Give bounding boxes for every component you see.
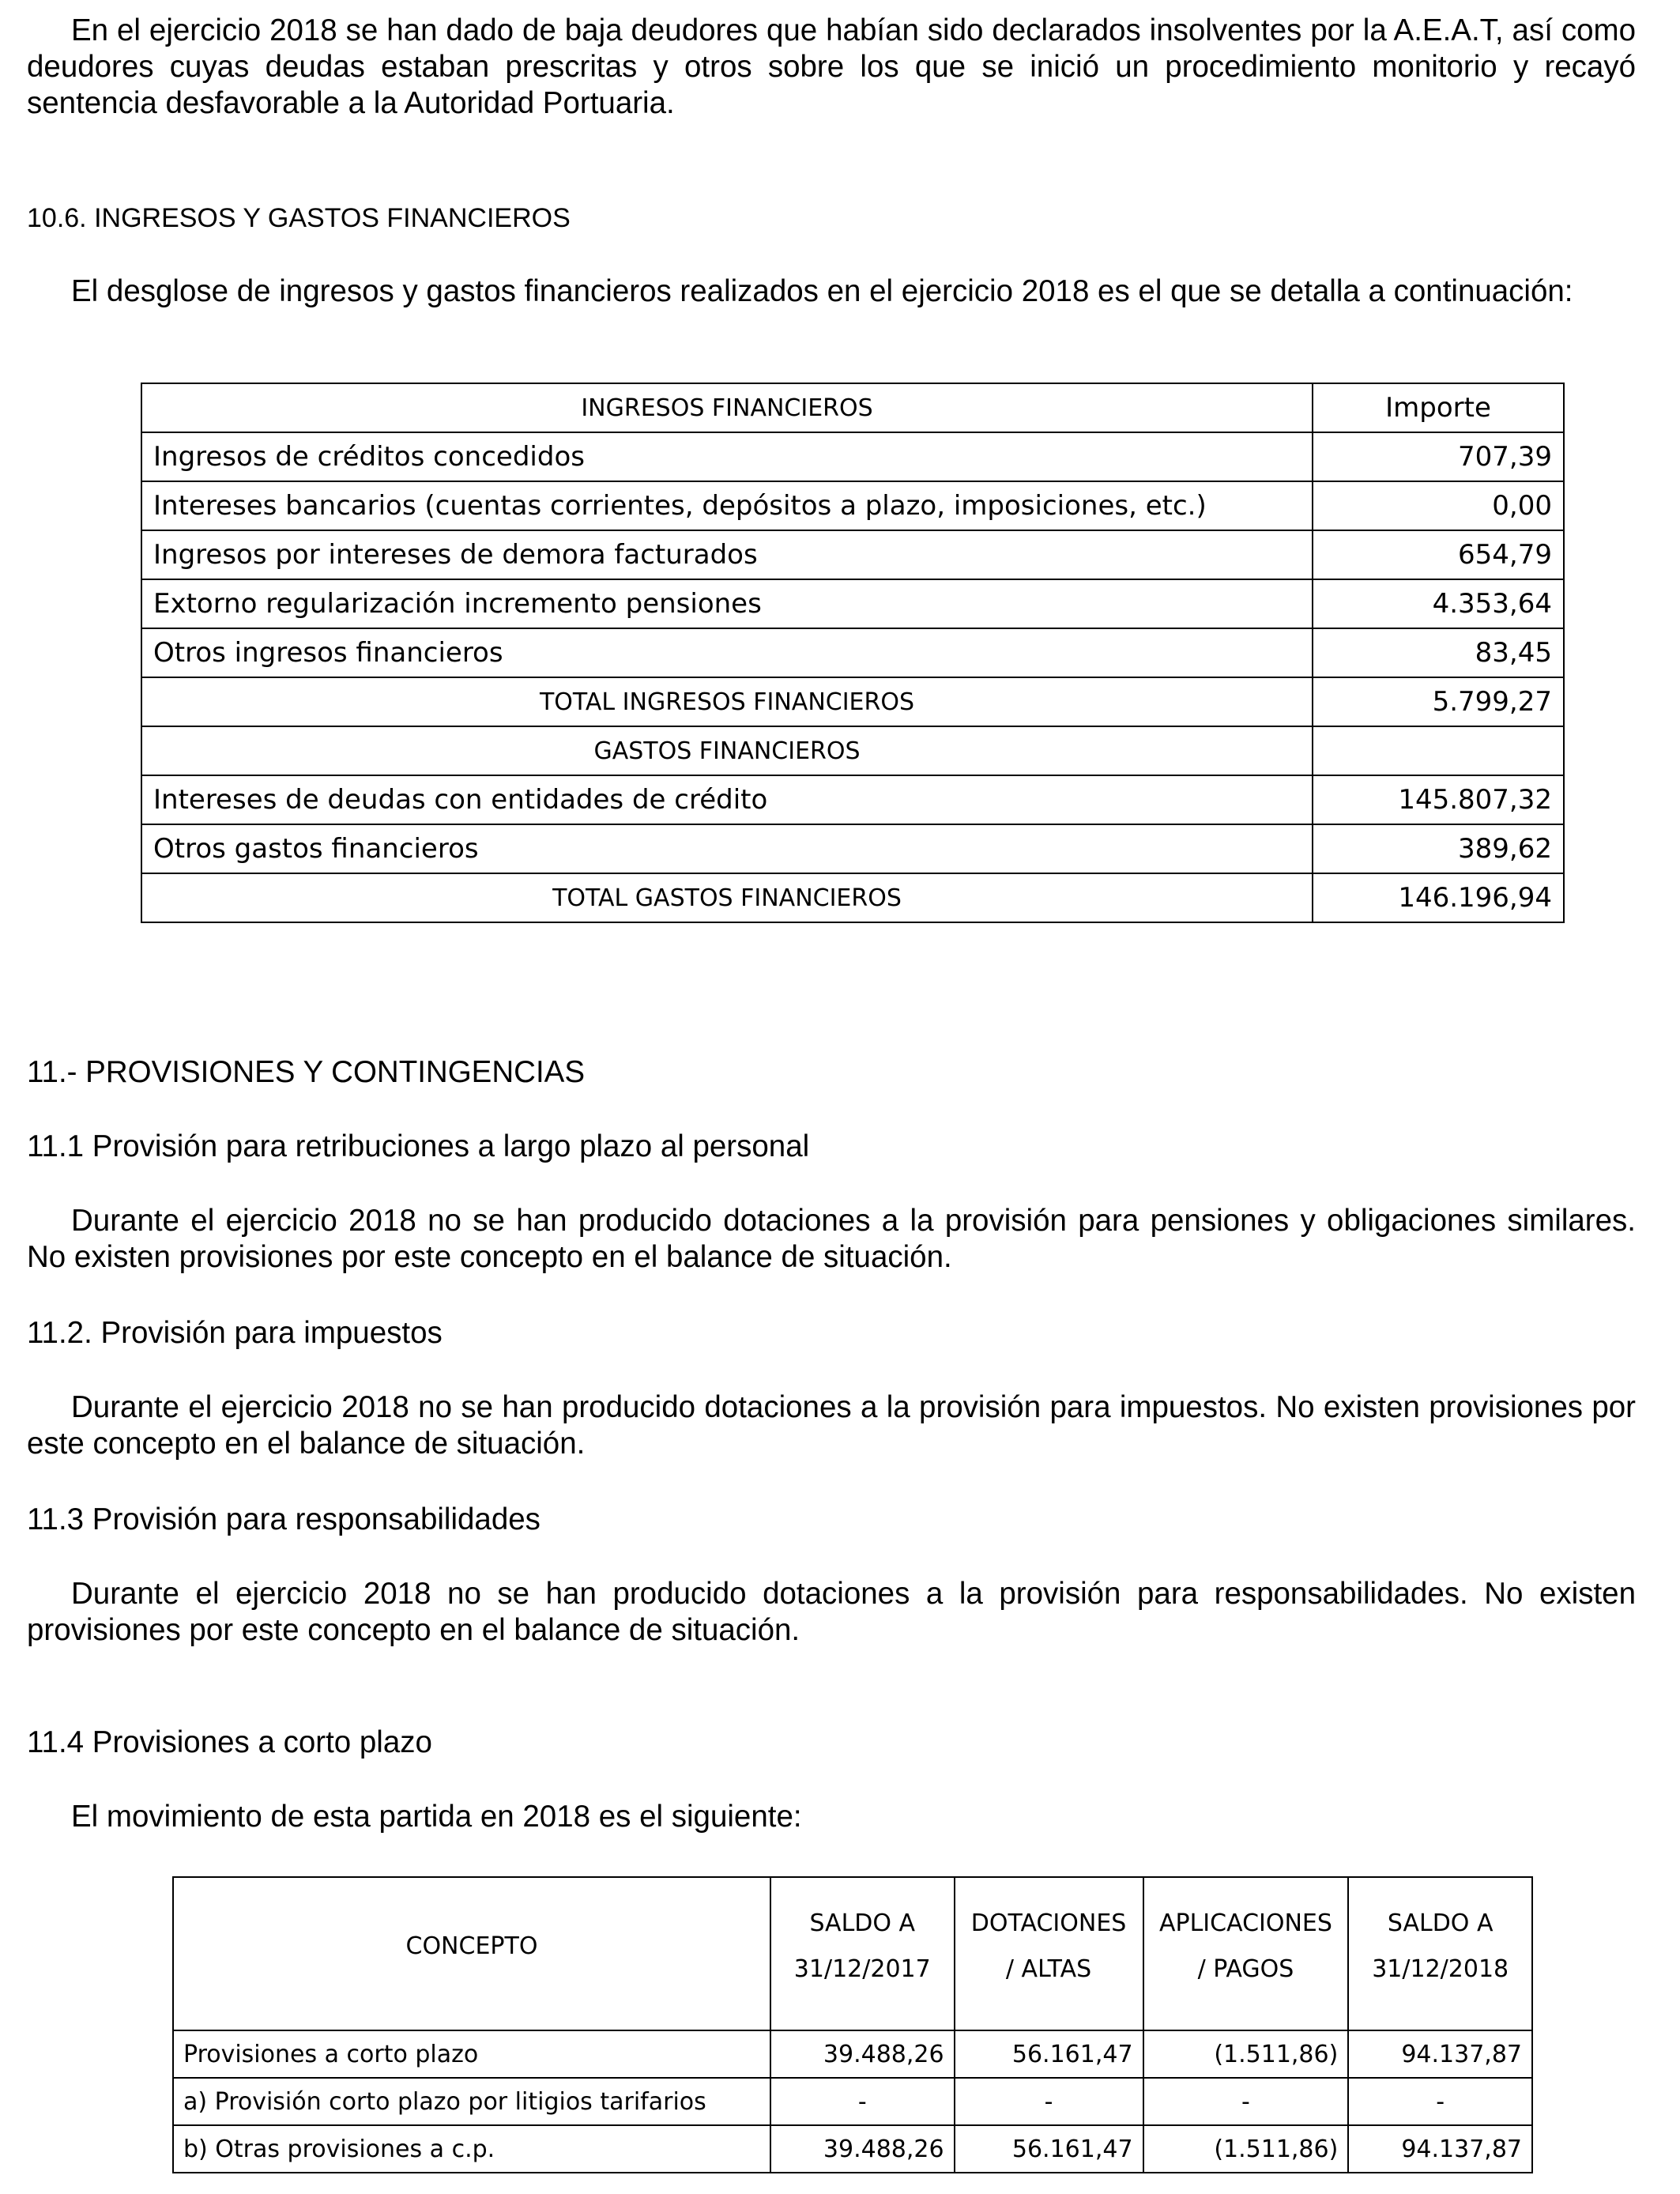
- row-label: Intereses de deudas con entidades de crédito: [141, 775, 1313, 824]
- saldo-2018-header: [1348, 1877, 1532, 2015]
- row-label: Otros ingresos financieros: [141, 628, 1313, 677]
- income-header-cell: INGRESOS FINANCIEROS: [141, 383, 1313, 432]
- total-expenses-amount: 146.196,94: [1313, 873, 1564, 922]
- spacer-cell: [770, 2015, 955, 2030]
- desglose-paragraph: El desglose de ingresos y gastos financieros realizados en el ejercicio 2018 es el que se detalla a continuación:: [71, 274, 1573, 308]
- row-amount: 0,00: [1313, 481, 1564, 530]
- table-row: [141, 824, 1564, 873]
- total-income-amount: 5.799,27: [1313, 677, 1564, 726]
- total-expenses-label: TOTAL GASTOS FINANCIEROS: [141, 873, 1313, 922]
- total-expenses-row: [141, 873, 1564, 922]
- row-saldo-2017: 39.488,26: [770, 2125, 955, 2173]
- row-aplicaciones: (1.511,86): [1143, 2125, 1349, 2173]
- expenses-header-row: [141, 726, 1564, 775]
- row-saldo-2018: -: [1348, 2078, 1532, 2125]
- total-income-label: TOTAL INGRESOS FINANCIEROS: [141, 677, 1313, 726]
- header-spacer-row: [173, 2015, 1532, 2030]
- section-heading-11-3: 11.3 Provisión para responsabilidades: [27, 1502, 541, 1536]
- provisions-header-row: [173, 1877, 1532, 2015]
- row-concept: Provisiones a corto plazo: [173, 2030, 770, 2078]
- row-saldo-2018: 94.137,87: [1348, 2125, 1532, 2173]
- row-dotaciones: -: [955, 2078, 1143, 2125]
- section-heading-11-1: 11.1 Provisión para retribuciones a largo plazo al personal: [27, 1129, 810, 1163]
- section-heading-11-4: 11.4 Provisiones a corto plazo: [27, 1725, 432, 1759]
- spacer-cell: [1143, 2015, 1349, 2030]
- row-label: Ingresos de créditos concedidos: [141, 432, 1313, 481]
- aplicaciones-header: [1143, 1877, 1349, 2015]
- table-row: [141, 628, 1564, 677]
- intro-paragraph: En el ejercicio 2018 se han dado de baja deudores que habían sido declarados insolventes por la A.E.A.T, así como deudores cuyas deudas estaban prescritas y otros sobre los que se inició un procedimiento monitorio y recayó sentencia desfavorable a la Autoridad Portuaria.: [27, 13, 1636, 120]
- dotaciones-header-line2: / ALTAS: [1005, 1955, 1092, 1983]
- table-row: [141, 579, 1564, 628]
- row-saldo-2018: 94.137,87: [1348, 2030, 1532, 2078]
- section-heading-11-2: 11.2. Provisión para impuestos: [27, 1316, 443, 1350]
- row-label: Otros gastos financieros: [141, 824, 1313, 873]
- row-amount: 83,45: [1313, 628, 1564, 677]
- table-row: [141, 775, 1564, 824]
- row-saldo-2017: 39.488,26: [770, 2030, 955, 2078]
- financial-table: [141, 383, 1565, 923]
- aplicaciones-header-line2: / PAGOS: [1197, 1955, 1294, 1983]
- table-row: [173, 2030, 1532, 2078]
- row-dotaciones: 56.161,47: [955, 2125, 1143, 2173]
- total-income-row: [141, 677, 1564, 726]
- row-amount: 145.807,32: [1313, 775, 1564, 824]
- row-amount: 389,62: [1313, 824, 1564, 873]
- saldo-2017-header-line2: 31/12/2017: [793, 1955, 931, 1983]
- spacer-cell: [1348, 2015, 1532, 2030]
- expenses-header-empty-cell: [1313, 726, 1564, 775]
- table-row: [173, 2125, 1532, 2173]
- row-label: Intereses bancarios (cuentas corrientes, depósitos a plazo, imposiciones, etc.): [141, 481, 1313, 530]
- row-label: Extorno regularización incremento pensiones: [141, 579, 1313, 628]
- provisions-table: [172, 1876, 1533, 2173]
- spacer-cell: [955, 2015, 1143, 2030]
- table-row: [141, 432, 1564, 481]
- row-amount: 654,79: [1313, 530, 1564, 579]
- section-heading-11: 11.- PROVISIONES Y CONTINGENCIAS: [27, 1055, 586, 1089]
- section-heading-10-6: 10.6. INGRESOS Y GASTOS FINANCIEROS: [27, 203, 571, 233]
- amount-header-cell: Importe: [1313, 383, 1564, 432]
- row-label: Ingresos por intereses de demora facturados: [141, 530, 1313, 579]
- table-row: [141, 481, 1564, 530]
- paragraph-11-2: Durante el ejercicio 2018 no se han producido dotaciones a la provisión para impuestos. No existen provisiones por este concepto en el balance de situación.: [27, 1390, 1636, 1461]
- concepto-header: CONCEPTO: [173, 1877, 770, 2015]
- expenses-header-cell: GASTOS FINANCIEROS: [141, 726, 1313, 775]
- row-aplicaciones: (1.511,86): [1143, 2030, 1349, 2078]
- row-concept: b) Otras provisiones a c.p.: [173, 2125, 770, 2173]
- dotaciones-header: [955, 1877, 1143, 2015]
- row-aplicaciones: -: [1143, 2078, 1349, 2125]
- paragraph-11-1: Durante el ejercicio 2018 no se han producido dotaciones a la provisión para pensiones y obligaciones similares. No existen provisiones por este concepto en el balance de situación.: [27, 1204, 1636, 1274]
- aplicaciones-header-line1: APLICACIONES: [1158, 1909, 1332, 1937]
- dotaciones-header-line1: DOTACIONES: [970, 1909, 1127, 1937]
- table-row: [141, 530, 1564, 579]
- saldo-2017-header-line1: SALDO A: [809, 1909, 916, 1937]
- row-amount: 4.353,64: [1313, 579, 1564, 628]
- row-saldo-2017: -: [770, 2078, 955, 2125]
- row-amount: 707,39: [1313, 432, 1564, 481]
- paragraph-11-3: Durante el ejercicio 2018 no se han producido dotaciones a la provisión para responsabilidades. No existen provisiones por este concepto en el balance de situación.: [27, 1577, 1636, 1647]
- saldo-2018-header-line2: 31/12/2018: [1372, 1955, 1509, 1983]
- saldo-2018-header-line1: SALDO A: [1387, 1909, 1494, 1937]
- row-concept: a) Provisión corto plazo por litigios tarifarios: [173, 2078, 770, 2125]
- saldo-2017-header: [770, 1877, 955, 2015]
- row-dotaciones: 56.161,47: [955, 2030, 1143, 2078]
- spacer-cell: [173, 2015, 770, 2030]
- paragraph-11-4: El movimiento de esta partida en 2018 es el siguiente:: [71, 1800, 802, 1834]
- table-row: [173, 2078, 1532, 2125]
- table-header-row: [141, 383, 1564, 432]
